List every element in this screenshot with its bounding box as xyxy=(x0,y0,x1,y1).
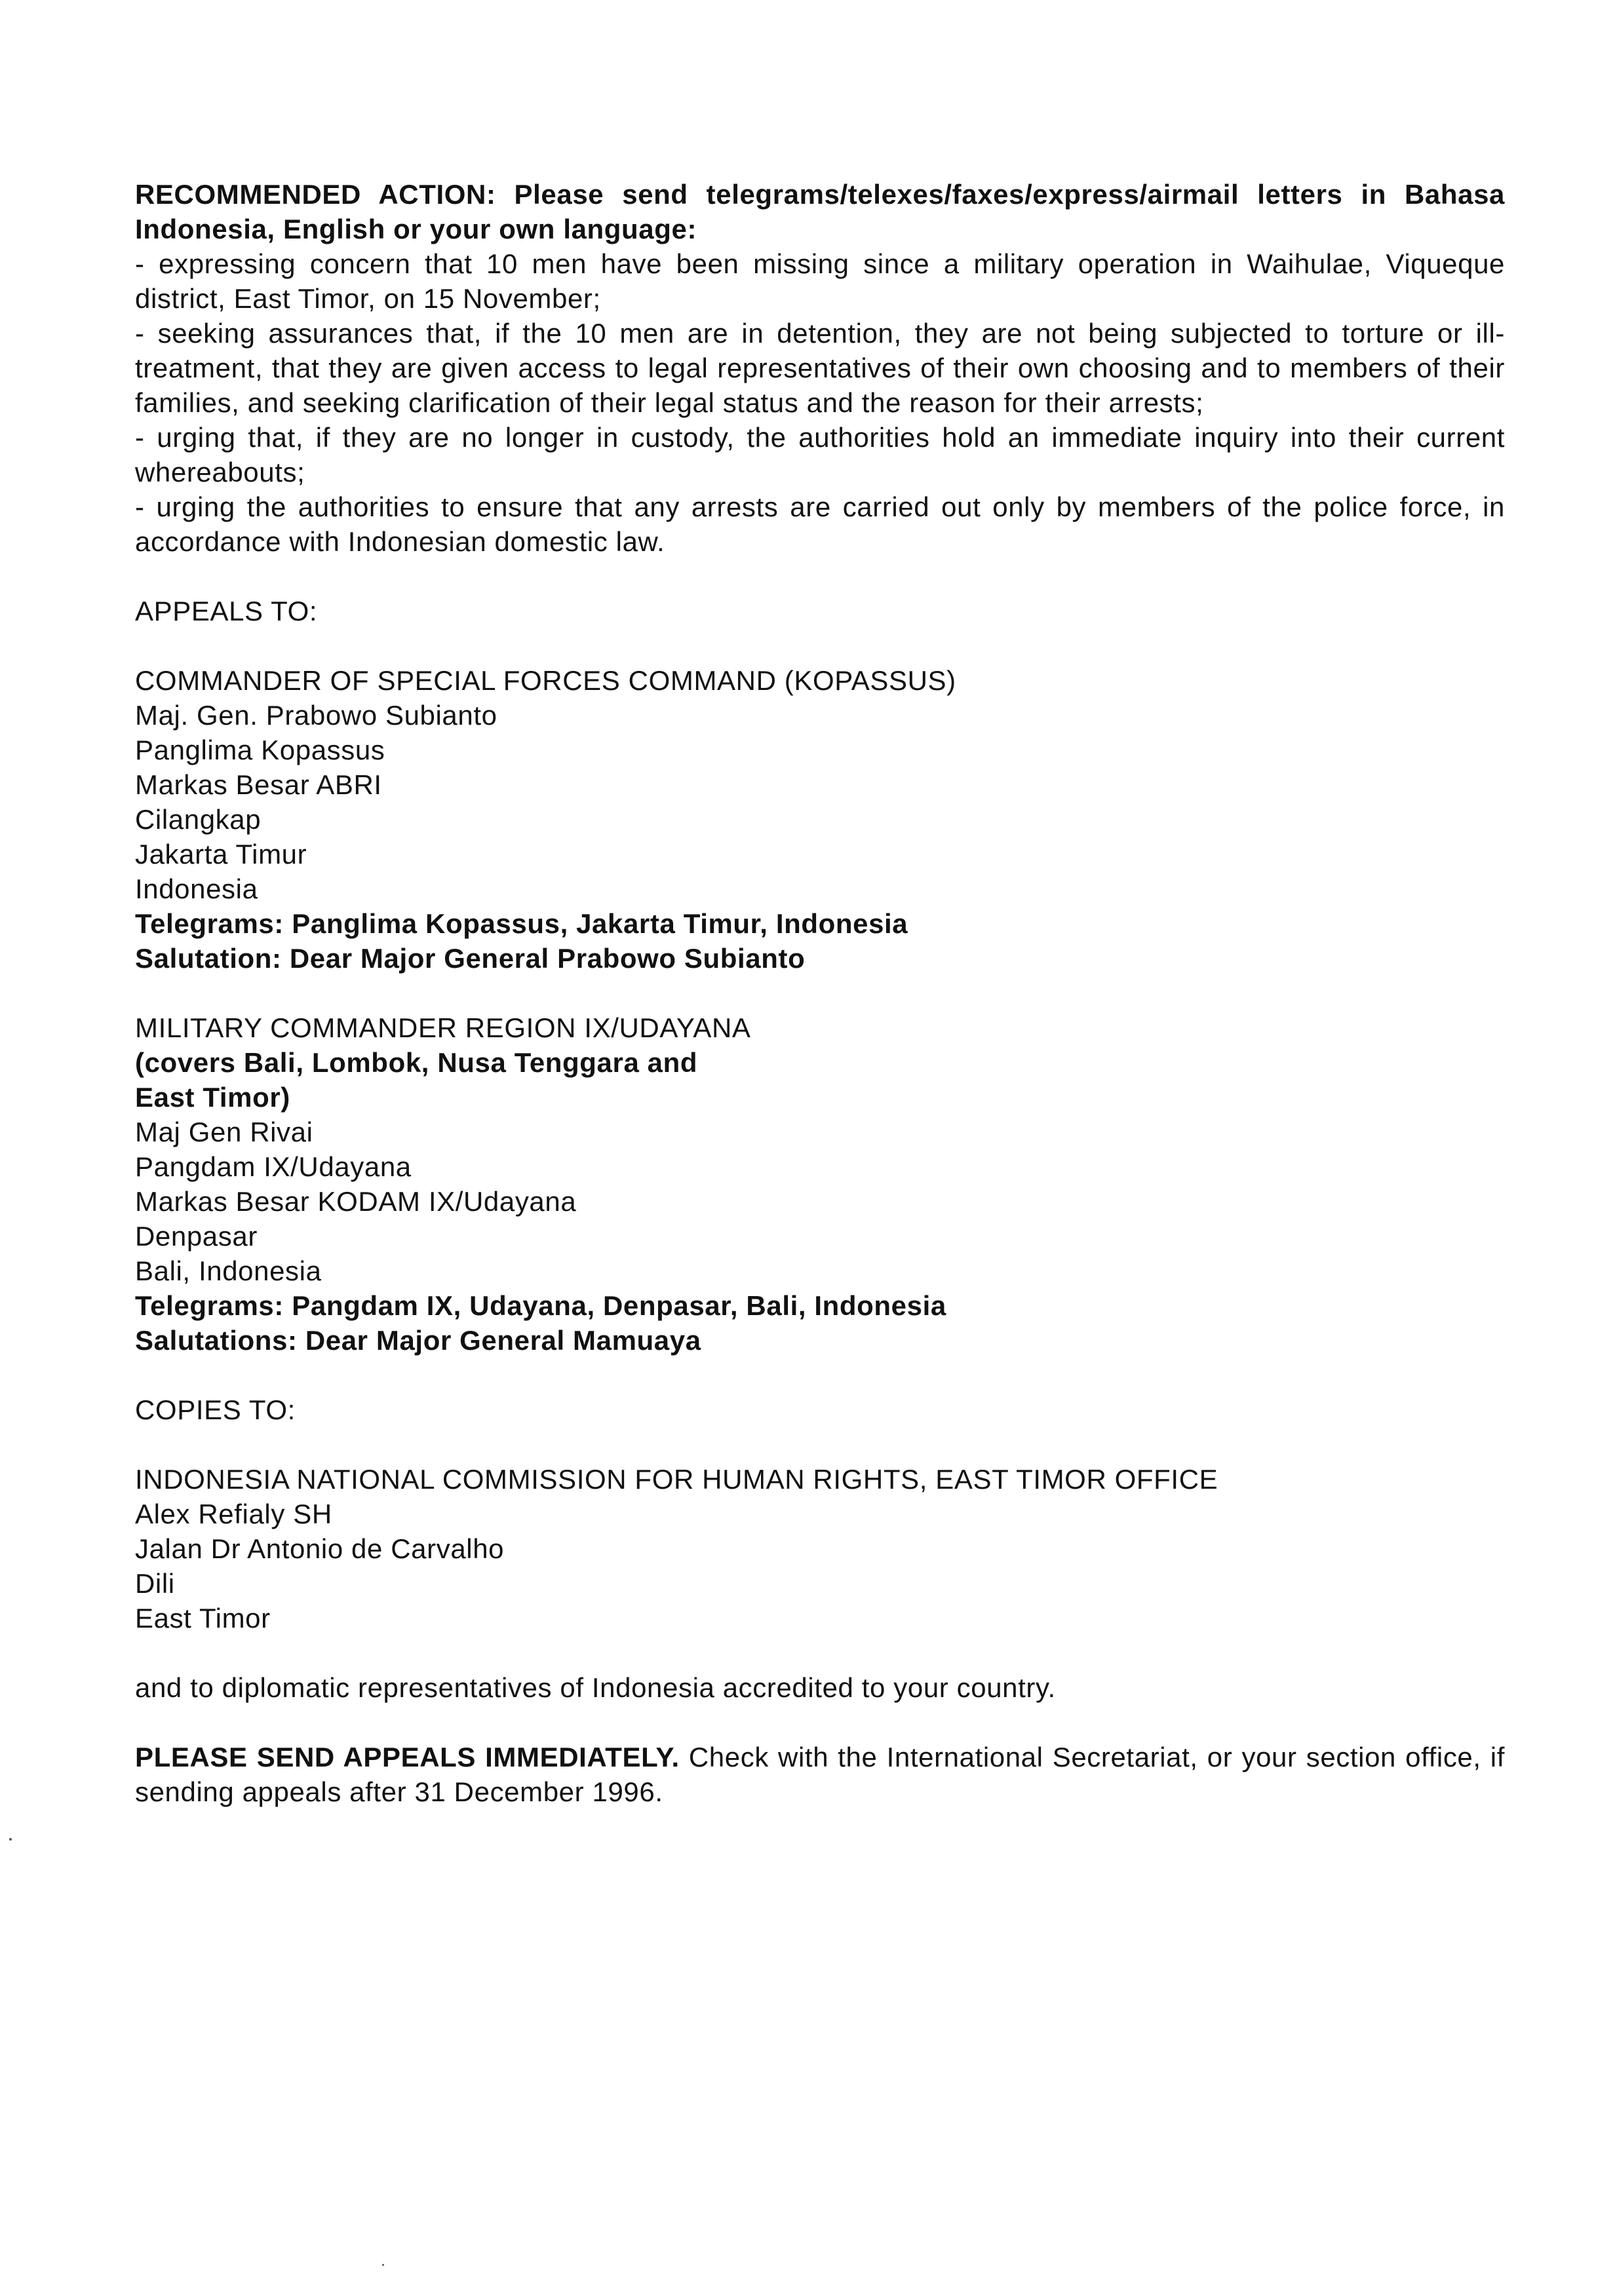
address-line: Alex Refialy SH xyxy=(135,1499,332,1529)
appeals-heading: APPEALS TO: xyxy=(135,596,318,626)
address-line: Jalan Dr Antonio de Carvalho xyxy=(135,1533,505,1564)
copies-recipient xyxy=(135,1462,1505,1636)
closing-paragraph xyxy=(135,1740,1505,1809)
address-line: Denpasar xyxy=(135,1221,258,1252)
address-line: Markas Besar ABRI xyxy=(135,769,382,800)
recipient-title-note: East Timor) xyxy=(135,1082,290,1113)
recommended-action-label: RECOMMENDED ACTION: xyxy=(135,179,496,210)
address-line: East Timor xyxy=(135,1603,271,1634)
scan-speck xyxy=(9,1838,12,1841)
address-line: Bali, Indonesia xyxy=(135,1255,322,1286)
address-line: Maj. Gen. Prabowo Subianto xyxy=(135,700,497,731)
address-line: Dili xyxy=(135,1568,175,1599)
scan-speck xyxy=(382,2264,384,2266)
closing-urgent: PLEASE SEND APPEALS IMMEDIATELY. xyxy=(135,1742,680,1772)
address-line: Panglima Kopassus xyxy=(135,735,385,765)
salutation-line: Salutations: Dear Major General Mamuaya xyxy=(135,1325,701,1356)
action-point-1: - expressing concern that 10 men have been missing since a military operation in Waihulae, Viqueque district, East Timor, on 15 November; xyxy=(135,248,1505,314)
telegrams-line: Telegrams: Pangdam IX, Udayana, Denpasar, Bali, Indonesia xyxy=(135,1290,946,1321)
appeal-recipient-udayana xyxy=(135,1010,1505,1358)
action-point-3: - urging that, if they are no longer in custody, the authorities hold an immediate inquiry into their current whereabouts; xyxy=(135,422,1505,488)
diplomatic-representatives-line: and to diplomatic representatives of Indonesia accredited to your country. xyxy=(135,1672,1056,1703)
action-point-4: - urging the authorities to ensure that any arrests are carried out only by members of the police force, in accordance with Indonesian domestic law. xyxy=(135,491,1505,557)
recommended-action-instructions: Please send telegrams/telexes/faxes/express/airmail letters in Bahasa Indonesia, English or your own language: xyxy=(135,179,1506,244)
recipient-title-note: (covers Bali, Lombok, Nusa Tenggara and xyxy=(135,1047,698,1078)
address-line: Pangdam IX/Udayana xyxy=(135,1151,412,1182)
recipient-title: MILITARY COMMANDER REGION IX/UDAYANA xyxy=(135,1012,751,1043)
address-line: Indonesia xyxy=(135,873,258,904)
salutation-line: Salutation: Dear Major General Prabowo Subianto xyxy=(135,943,806,974)
address-line: Markas Besar KODAM IX/Udayana xyxy=(135,1186,577,1217)
closing-instructions: Check with the International Secretariat, or your section office, if sending appeals after 31 December 1996. xyxy=(135,1742,1505,1807)
address-line: Cilangkap xyxy=(135,804,262,835)
recommended-action-heading xyxy=(135,177,1505,246)
address-line: Jakarta Timur xyxy=(135,839,307,870)
action-point-2: - seeking assurances that, if the 10 men are in detention, they are not being subjected to torture or ill-treatment, that they are given access to legal representatives of their own choosing and to members of their families, and seeking clarification of their legal status and the reason for their arrests; xyxy=(135,318,1505,418)
recipient-title: COMMANDER OF SPECIAL FORCES COMMAND (KOPASSUS) xyxy=(135,665,956,696)
document-page xyxy=(135,177,1505,1809)
telegrams-line: Telegrams: Panglima Kopassus, Jakarta Timur, Indonesia xyxy=(135,908,908,939)
recipient-title: INDONESIA NATIONAL COMMISSION FOR HUMAN RIGHTS, EAST TIMOR OFFICE xyxy=(135,1464,1218,1495)
appeal-recipient-kopassus xyxy=(135,663,1505,976)
address-line: Maj Gen Rivai xyxy=(135,1117,313,1147)
copies-heading: COPIES TO: xyxy=(135,1394,296,1425)
